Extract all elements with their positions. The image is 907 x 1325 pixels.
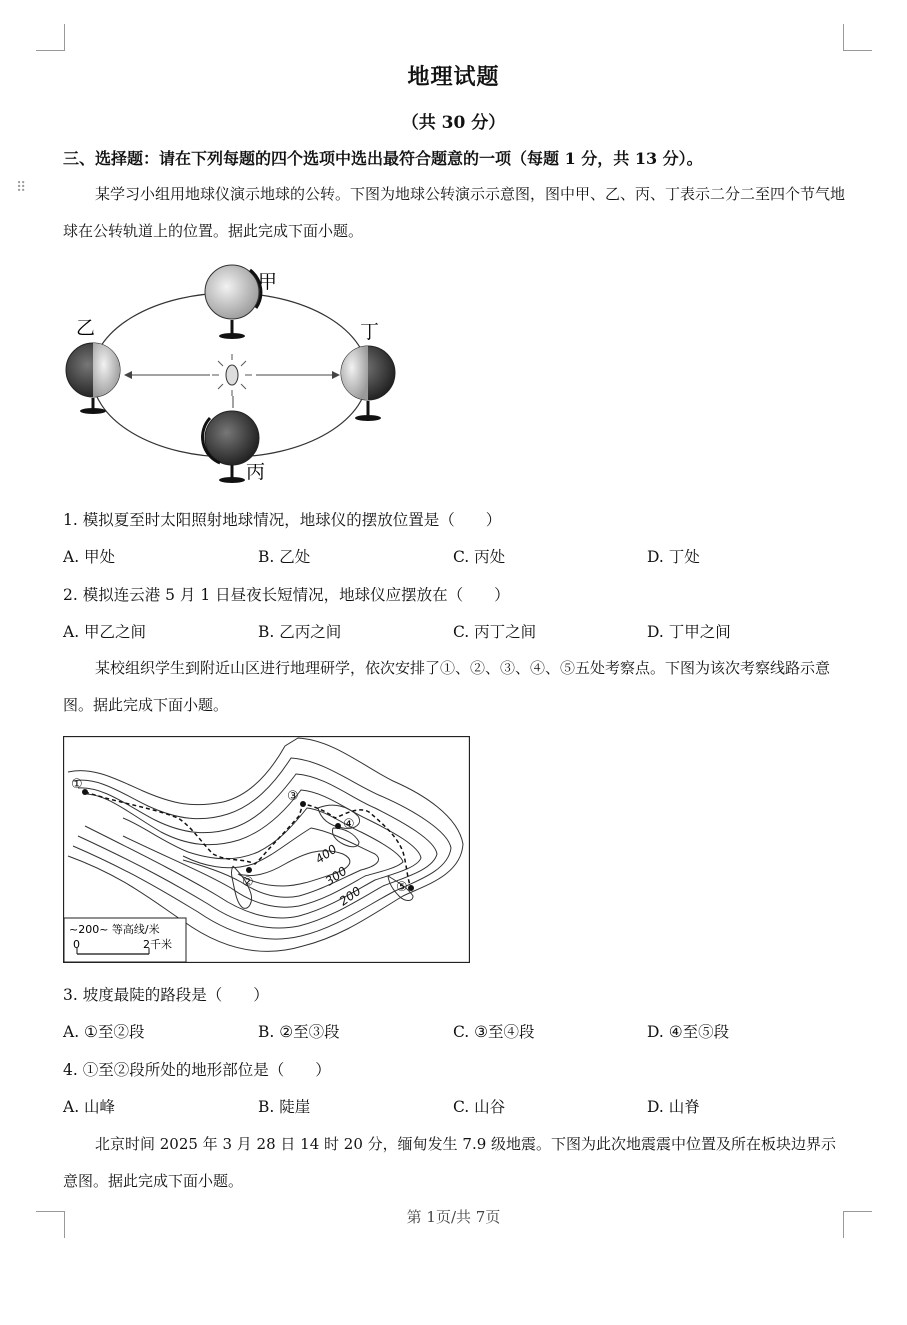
q4-option-c[interactable]: C. 山谷 [453, 1098, 506, 1116]
label-bing: 丙 [246, 461, 266, 483]
passage-1: 某学习小组用地球仪演示地球的公转。下图为地球公转演示示意图，图中甲、乙、丙、丁表示二分二至四个节气地球在公转轨道上的位置。据此完成下面小题。 [63, 185, 846, 240]
question-4-stem: 4. ①至②段所处的地形部位是（ ） [63, 1061, 331, 1079]
point-3-label: ③ [287, 789, 299, 804]
contour-label-400: 400 [312, 841, 340, 867]
section-heading: 三、选择题：请在下列每题的四个选项中选出最符合题意的一项（每题 1 分，共 13 分）。 [63, 149, 703, 168]
q2-option-d[interactable]: D. 丁甲之间 [647, 623, 731, 641]
label-jia: 甲 [258, 271, 278, 293]
point-5-label: ⑤ [396, 880, 408, 895]
q3-option-d[interactable]: D. ④至⑤段 [647, 1023, 730, 1041]
label-yi: 乙 [76, 317, 96, 339]
crop-mark-top-left [36, 24, 65, 51]
q1-option-a[interactable]: A. 甲处 [63, 548, 116, 566]
contour-map [63, 736, 470, 963]
q3-option-b[interactable]: B. ②至③段 [258, 1023, 340, 1041]
page-subtitle: （共 30 分） [401, 113, 506, 133]
point-5-marker [408, 885, 414, 891]
passage-2: 某校组织学生到附近山区进行地理研学，依次安排了①、②、③、④、⑤五处考察点。下图为该次考察线路示意图。据此完成下面小题。 [63, 659, 831, 714]
q4-option-a[interactable]: A. 山峰 [63, 1098, 116, 1116]
q1-option-c[interactable]: C. 丙处 [453, 548, 506, 566]
point-2-marker [246, 867, 252, 873]
contour-label-300: 300 [322, 863, 350, 889]
q3-option-a[interactable]: A. ①至②段 [63, 1023, 145, 1041]
revolution-diagram [60, 258, 420, 490]
scale-zero: 0 [73, 938, 80, 951]
q2-option-a[interactable]: A. 甲乙之间 [63, 623, 147, 641]
point-4-marker [335, 823, 341, 829]
page-title: 地理试题 [407, 64, 500, 90]
globe-ding-icon [341, 346, 395, 421]
point-1-label: ① [71, 777, 83, 792]
globe-yi-icon [66, 343, 120, 414]
q4-option-b[interactable]: B. 陡崖 [258, 1098, 311, 1116]
scale-end: 2千米 [143, 938, 172, 951]
q4-option-d[interactable]: D. 山脊 [647, 1098, 700, 1116]
point-4-label: ④ [343, 817, 355, 832]
q2-option-b[interactable]: B. 乙丙之间 [258, 623, 342, 641]
q1-option-b[interactable]: B. 乙处 [258, 548, 311, 566]
page-number: 第 1页/共 7页 [406, 1208, 501, 1226]
label-ding: 丁 [360, 321, 380, 343]
q2-option-c[interactable]: C. 丙丁之间 [453, 623, 537, 641]
point-1-marker [82, 789, 88, 795]
point-2-label: ② [242, 875, 254, 890]
sun-lamp-icon [212, 354, 252, 396]
crop-mark-top-right [843, 24, 872, 51]
drag-handle-icon[interactable]: ⠿ [16, 180, 25, 196]
globe-jia-icon [205, 265, 261, 339]
question-2-stem: 2. 模拟连云港 5 月 1 日昼夜长短情况，地球仪应摆放在（ ） [63, 586, 510, 604]
passage-3: 北京时间 2025 年 3 月 28 日 14 时 20 分，缅甸发生 7.9 级地震。下图为此次地震震中位置及所在板块边界示意图。据此完成下面小题。 [63, 1135, 837, 1190]
question-1-stem: 1. 模拟夏至时太阳照射地球情况，地球仪的摆放位置是（ ） [63, 511, 502, 529]
q1-option-d[interactable]: D. 丁处 [647, 548, 700, 566]
legend-contour: ~200~ 等高线/米 [69, 923, 160, 936]
contour-label-200: 200 [336, 883, 364, 909]
q3-option-c[interactable]: C. ③至④段 [453, 1023, 535, 1041]
question-3-stem: 3. 坡度最陡的路段是（ ） [63, 986, 269, 1004]
point-3-marker [300, 801, 306, 807]
